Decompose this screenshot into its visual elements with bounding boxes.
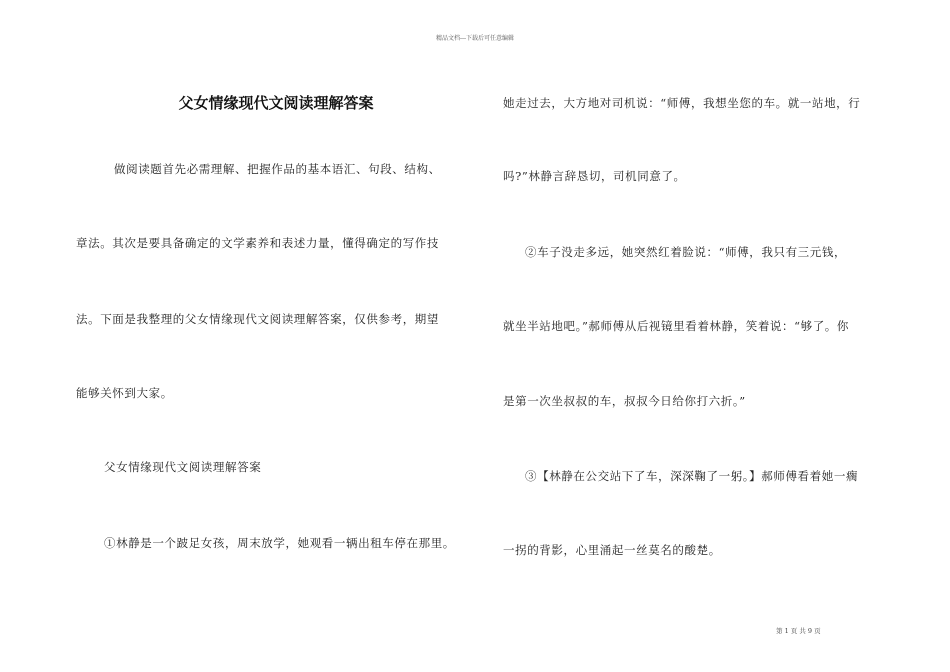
paragraph-line: 吗?”林静言辞恳切，司机同意了。 [503, 169, 686, 183]
page-number: 第 1 页 共 9 页 [776, 627, 821, 635]
paragraph-line: 能够关怀到大家。 [76, 386, 173, 400]
paragraph-line: ①林静是一个跛足女孩，周末放学，她观看一辆出租车停在那里。 [104, 536, 455, 550]
paragraph-line: 章法。其次是要具备确定的文学素养和表述力量，懂得确定的写作技 [76, 236, 439, 250]
paragraph-line: 一拐的背影，心里涌起一丝莫名的酸楚。 [503, 543, 721, 557]
paragraph-line: 法。下面是我整理的父女情缘现代文阅读理解答案，仅供参考，期望 [76, 312, 439, 326]
document-title: 父女情缘现代文阅读理解答案 [178, 94, 374, 112]
paragraph-line: 就坐半站地吧。”郝师傅从后视镜里看着林静，笑着说：“够了。你 [503, 319, 850, 333]
paragraph-line: ②车子没走多远，她突然红着脸说：“师傅，我只有三元钱， [525, 245, 847, 259]
paragraph-line: 她走过去，大方地对司机说：“师傅，我想坐您的车。就一站地，行 [503, 96, 861, 110]
paragraph-line: 是第一次坐叔叔的车，叔叔今日给你打六折。” [503, 394, 746, 408]
paragraph-line: ③【林静在公交站下了车，深深鞠了一躬。】郝师傅看着她一瘸 [525, 469, 859, 483]
paragraph-line: 做阅读题首先必需理解、把握作品的基本语汇、句段、结构、 [114, 162, 441, 176]
header-note: 精品文档---下载后可任意编辑 [435, 35, 515, 42]
section-heading: 父女情缘现代文阅读理解答案 [104, 460, 262, 474]
